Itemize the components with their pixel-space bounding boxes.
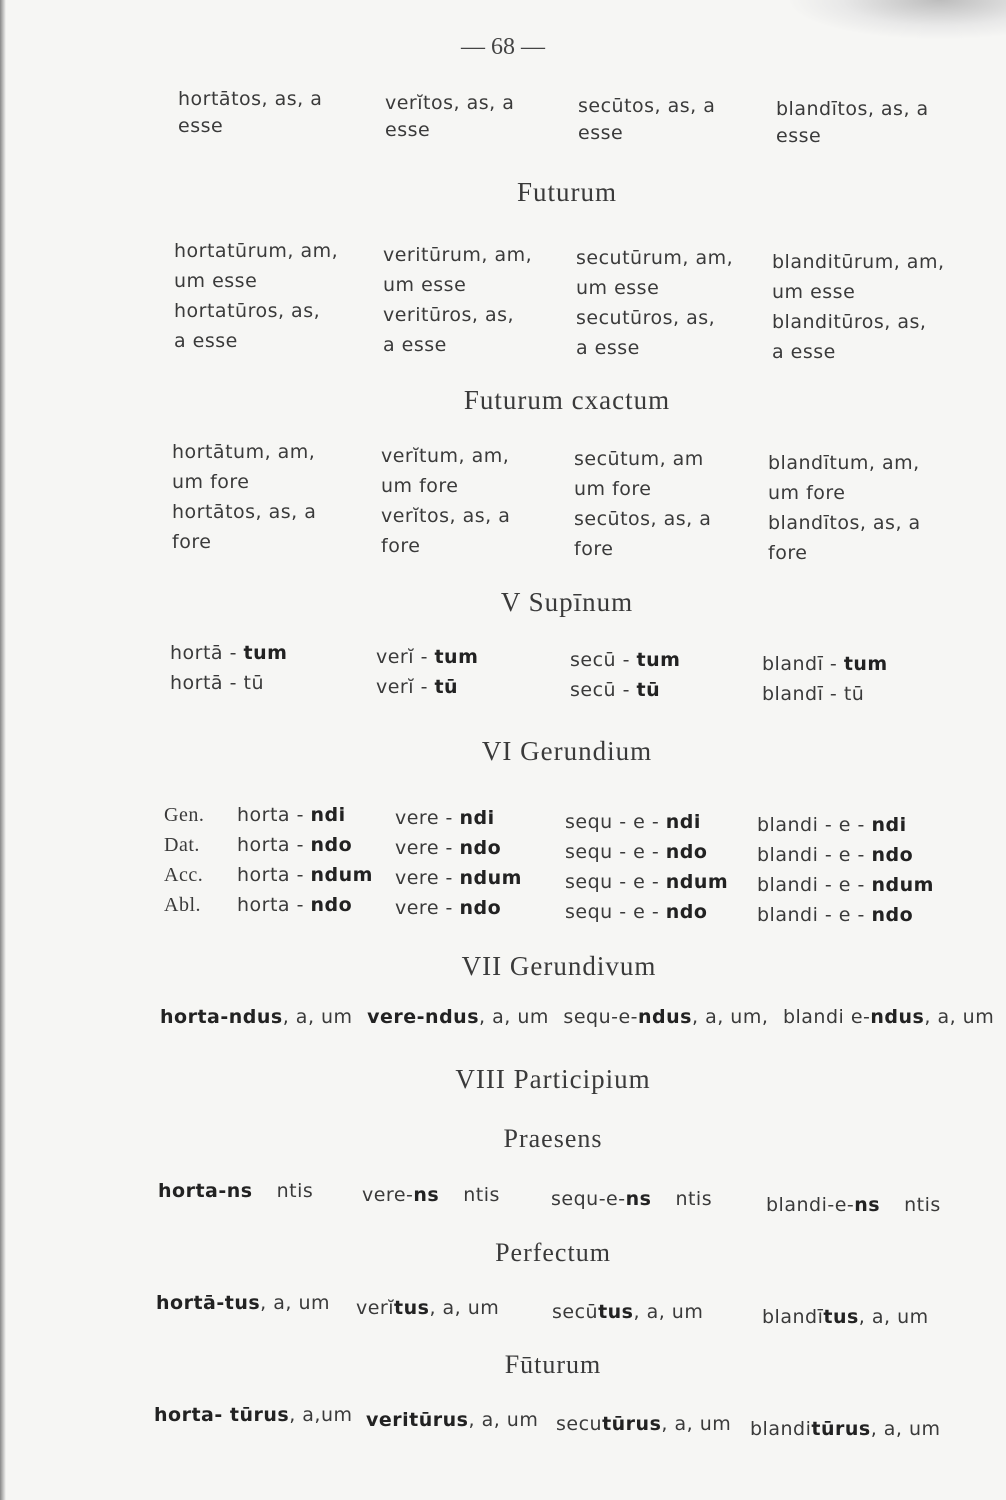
gerundium-col-1: [237, 800, 373, 920]
stem: sequ - e -: [565, 811, 666, 833]
rest: ntis: [904, 1194, 941, 1216]
fut-ex-col-3: [574, 444, 711, 564]
stem: hortā -: [170, 642, 244, 664]
line: a esse: [174, 330, 238, 352]
line: [376, 642, 478, 672]
ending: ndi: [665, 811, 701, 833]
ending: tūrus: [229, 1404, 290, 1426]
ending: ndus: [228, 1006, 283, 1028]
stem: blandi - e -: [757, 814, 872, 836]
rest: , a, um: [429, 1297, 500, 1319]
line: [170, 638, 287, 668]
line: esse: [385, 119, 431, 141]
form: [367, 1006, 549, 1028]
heading-participium: VIII Participium: [455, 1064, 651, 1094]
rest: , a, um: [282, 1006, 353, 1028]
stem: blandi - e -: [757, 874, 872, 896]
line: [757, 870, 934, 900]
line: [237, 830, 373, 860]
heading-futurum-participle: Fūturum: [504, 1350, 602, 1379]
ending: tum: [243, 642, 288, 664]
line: [565, 807, 728, 837]
stem: secū: [552, 1301, 599, 1323]
stem: hortā-: [156, 1292, 225, 1314]
case-label: Dat.: [164, 834, 200, 856]
line: um fore: [381, 475, 459, 497]
line: [237, 860, 373, 890]
stem: horta -: [237, 804, 311, 826]
line: secūtos, as, a: [578, 95, 716, 117]
ending: ndus: [425, 1006, 480, 1028]
line: a esse: [383, 334, 447, 356]
ending: ndo: [665, 901, 708, 923]
stem: sequ - e -: [565, 871, 666, 893]
stem: sequ - e -: [565, 901, 666, 923]
line: [376, 672, 478, 702]
line: hortātos, as, a: [178, 88, 323, 110]
ending: ndi: [871, 814, 907, 836]
stem: vere -: [395, 897, 460, 919]
ending: ns: [226, 1180, 253, 1202]
ending: ndo: [310, 894, 353, 916]
line: blandītos, as, a: [768, 512, 921, 534]
ending: ndo: [459, 837, 502, 859]
fut-ex-col-4: [768, 448, 921, 568]
stem: vere-: [367, 1006, 426, 1028]
futurum-col-1: [174, 236, 338, 356]
stem: blandi e-: [782, 1006, 871, 1028]
inf-perf-col-3: [578, 93, 715, 147]
rest: , a, um: [858, 1306, 929, 1328]
ending: ns: [625, 1188, 652, 1210]
line: blandītos, as, a: [776, 98, 929, 120]
line: [570, 675, 680, 705]
stem: secu: [556, 1413, 603, 1435]
stem: horta-: [158, 1180, 227, 1202]
inf-perf-col-2: [385, 90, 514, 144]
ending: tus: [823, 1306, 859, 1328]
stem: vere -: [395, 867, 460, 889]
line: hortātos, as, a: [172, 501, 317, 523]
ending: tum: [636, 649, 681, 671]
case-label: Gen.: [164, 804, 205, 826]
line: veritūrum, am,: [383, 244, 533, 266]
line: um fore: [172, 471, 250, 493]
line: [237, 800, 373, 830]
line: [395, 863, 522, 893]
stem: blandi-e-: [766, 1194, 855, 1216]
fut-ex-col-1: [172, 437, 316, 557]
line: um esse: [383, 274, 467, 296]
line: secūtum, am: [574, 448, 704, 470]
stem: secū -: [570, 649, 637, 671]
rest: ntis: [276, 1180, 314, 1202]
line: blanditūros, as,: [772, 311, 927, 333]
praesens-2: [362, 1184, 500, 1206]
ending: tus: [394, 1297, 430, 1319]
gerundium-col-2: [395, 803, 522, 923]
line: fore: [768, 542, 808, 564]
line: secutūrum, am,: [576, 247, 734, 269]
ending: ndum: [310, 864, 373, 886]
perfectum-1: [156, 1292, 330, 1314]
fut-part-4: [750, 1418, 941, 1440]
line: um esse: [174, 270, 258, 292]
line: um esse: [772, 281, 856, 303]
ending: ns: [854, 1194, 881, 1216]
line: verĭtos, as, a: [385, 92, 515, 114]
page-number: — 68 —: [461, 34, 545, 60]
supinum-col-4: [762, 649, 888, 709]
stem: vere-: [362, 1184, 414, 1206]
line: veritūros, as,: [383, 304, 515, 326]
rest: , a, um,: [691, 1006, 769, 1028]
rest: , a, um: [924, 1006, 995, 1028]
form: [160, 1006, 353, 1028]
stem: horta-: [154, 1404, 230, 1426]
stem: veri: [366, 1409, 410, 1431]
gerundium-col-3: [565, 807, 728, 927]
perfectum-4: [762, 1306, 929, 1328]
ending: tus: [224, 1292, 261, 1314]
futurum-col-3: [576, 243, 733, 363]
rest: , a, um: [260, 1292, 331, 1314]
futurum-col-4: [772, 247, 945, 367]
line: [570, 645, 680, 675]
perfectum-3: [552, 1301, 703, 1323]
fut-part-2: [366, 1409, 538, 1431]
line: secutūros, as,: [576, 307, 716, 329]
heading-futurum: Futurum: [516, 177, 617, 207]
supinum-col-2: [376, 642, 478, 702]
praesens-3: [551, 1188, 712, 1210]
stem: verĭ -: [376, 676, 435, 698]
line: um fore: [768, 482, 846, 504]
ending: ndum: [665, 871, 729, 893]
ending: ndi: [310, 804, 346, 826]
supinum-col-1: [170, 638, 287, 698]
line: hortatūrum, am,: [174, 240, 339, 262]
page-left-edge-shadow: [0, 0, 6, 1500]
line: [757, 900, 934, 930]
line: fore: [381, 535, 421, 557]
ending: ndo: [310, 834, 353, 856]
futurum-col-2: [383, 240, 532, 360]
stem: sequ - e -: [565, 841, 666, 863]
ending: ndo: [665, 841, 708, 863]
line: um esse: [576, 277, 660, 299]
fut-part-1: [154, 1404, 353, 1426]
ending: tūrus: [811, 1418, 871, 1440]
line: [762, 649, 888, 679]
line: [757, 840, 934, 870]
line: fore: [574, 538, 614, 560]
ending: ndo: [459, 897, 502, 919]
stem: sequ-e-: [551, 1188, 626, 1210]
stem: blandi - e -: [757, 904, 872, 926]
stem: blandī -: [762, 653, 844, 675]
ending: tūrus: [409, 1409, 469, 1431]
ending: tū: [243, 672, 265, 694]
stem: verĭ -: [376, 646, 435, 668]
ending: ndus: [638, 1006, 692, 1028]
praesens-4: [766, 1194, 941, 1216]
ending: ndum: [459, 867, 522, 889]
rest: , a, um: [633, 1301, 704, 1323]
line: esse: [578, 122, 624, 144]
stem: secū -: [570, 679, 637, 701]
stem: verĭ: [356, 1297, 395, 1319]
heading-perfectum: Perfectum: [495, 1238, 611, 1267]
heading-praesens: Praesens: [503, 1124, 603, 1153]
perfectum-2: [356, 1297, 499, 1319]
line: [762, 679, 888, 709]
ending: tū: [434, 676, 459, 698]
line: [395, 893, 522, 923]
stem: blandi - e -: [757, 844, 872, 866]
stem: blandī: [762, 1306, 824, 1328]
ending: ndo: [871, 844, 914, 866]
stem: sequ-e-: [563, 1006, 639, 1028]
line: fore: [172, 531, 212, 553]
ending: ndum: [871, 874, 934, 896]
line: [170, 668, 287, 698]
heading-gerundium: VI Gerundium: [481, 736, 653, 766]
stem: vere -: [395, 837, 460, 859]
case-label: Abl.: [164, 894, 201, 916]
stem: hortā -: [170, 672, 244, 694]
ending: ns: [413, 1184, 440, 1206]
line: um fore: [574, 478, 652, 500]
inf-perf-col-1: [178, 86, 322, 140]
stem: horta -: [237, 834, 311, 856]
line: [757, 810, 934, 840]
ending: tum: [434, 646, 479, 668]
ending: ndi: [459, 807, 495, 829]
stem: vere -: [395, 807, 460, 829]
line: [237, 890, 373, 920]
stem: horta -: [237, 894, 311, 916]
supinum-col-3: [570, 645, 680, 705]
line: secūtos, as, a: [574, 508, 712, 530]
gerundivum-line: [160, 1006, 994, 1028]
line: verĭtos, as, a: [381, 505, 511, 527]
line: hortātum, am,: [172, 441, 316, 463]
form: [563, 1006, 768, 1028]
case-label: Acc.: [164, 864, 204, 886]
ending: tūrus: [602, 1413, 662, 1435]
line: [395, 833, 522, 863]
line: verĭtum, am,: [381, 445, 510, 467]
rest: , a,um: [289, 1404, 353, 1426]
line: esse: [776, 125, 822, 147]
fut-part-3: [556, 1413, 731, 1435]
line: [395, 803, 522, 833]
rest: , a, um: [870, 1418, 941, 1440]
form: [783, 1006, 994, 1028]
heading-gerundivum: VII Gerundivum: [461, 951, 657, 981]
ending: ndus: [870, 1006, 925, 1028]
inf-perf-col-4: [776, 96, 929, 150]
stem: horta -: [237, 864, 311, 886]
rest: ntis: [675, 1188, 713, 1210]
stem: horta-: [160, 1006, 229, 1028]
rest: , a, um: [661, 1413, 732, 1435]
line: [565, 837, 728, 867]
gerundium-cases: [164, 800, 204, 920]
praesens-1: [158, 1180, 313, 1202]
line: [565, 867, 728, 897]
line: a esse: [576, 337, 640, 359]
line: blanditūrum, am,: [772, 251, 945, 273]
ending: tū: [636, 679, 661, 701]
stem: blandī -: [762, 683, 844, 705]
rest: , a, um: [468, 1409, 539, 1431]
ending: tum: [843, 653, 888, 675]
fut-ex-col-2: [381, 441, 510, 561]
line: blandītum, am,: [768, 452, 920, 474]
line: esse: [178, 115, 224, 137]
ending: ndo: [871, 904, 914, 926]
stem: blandi: [750, 1418, 812, 1440]
gerundium-col-4: [757, 810, 934, 930]
rest: ntis: [463, 1184, 500, 1206]
ending: tū: [843, 683, 865, 705]
heading-futurum-exactum: Futurum cxactum: [463, 385, 671, 415]
line: a esse: [772, 341, 836, 363]
ending: tus: [598, 1301, 634, 1323]
heading-supinum: V Supīnum: [500, 587, 634, 617]
rest: , a, um: [479, 1006, 549, 1028]
line: [565, 897, 728, 927]
line: hortatūros, as,: [174, 300, 321, 322]
